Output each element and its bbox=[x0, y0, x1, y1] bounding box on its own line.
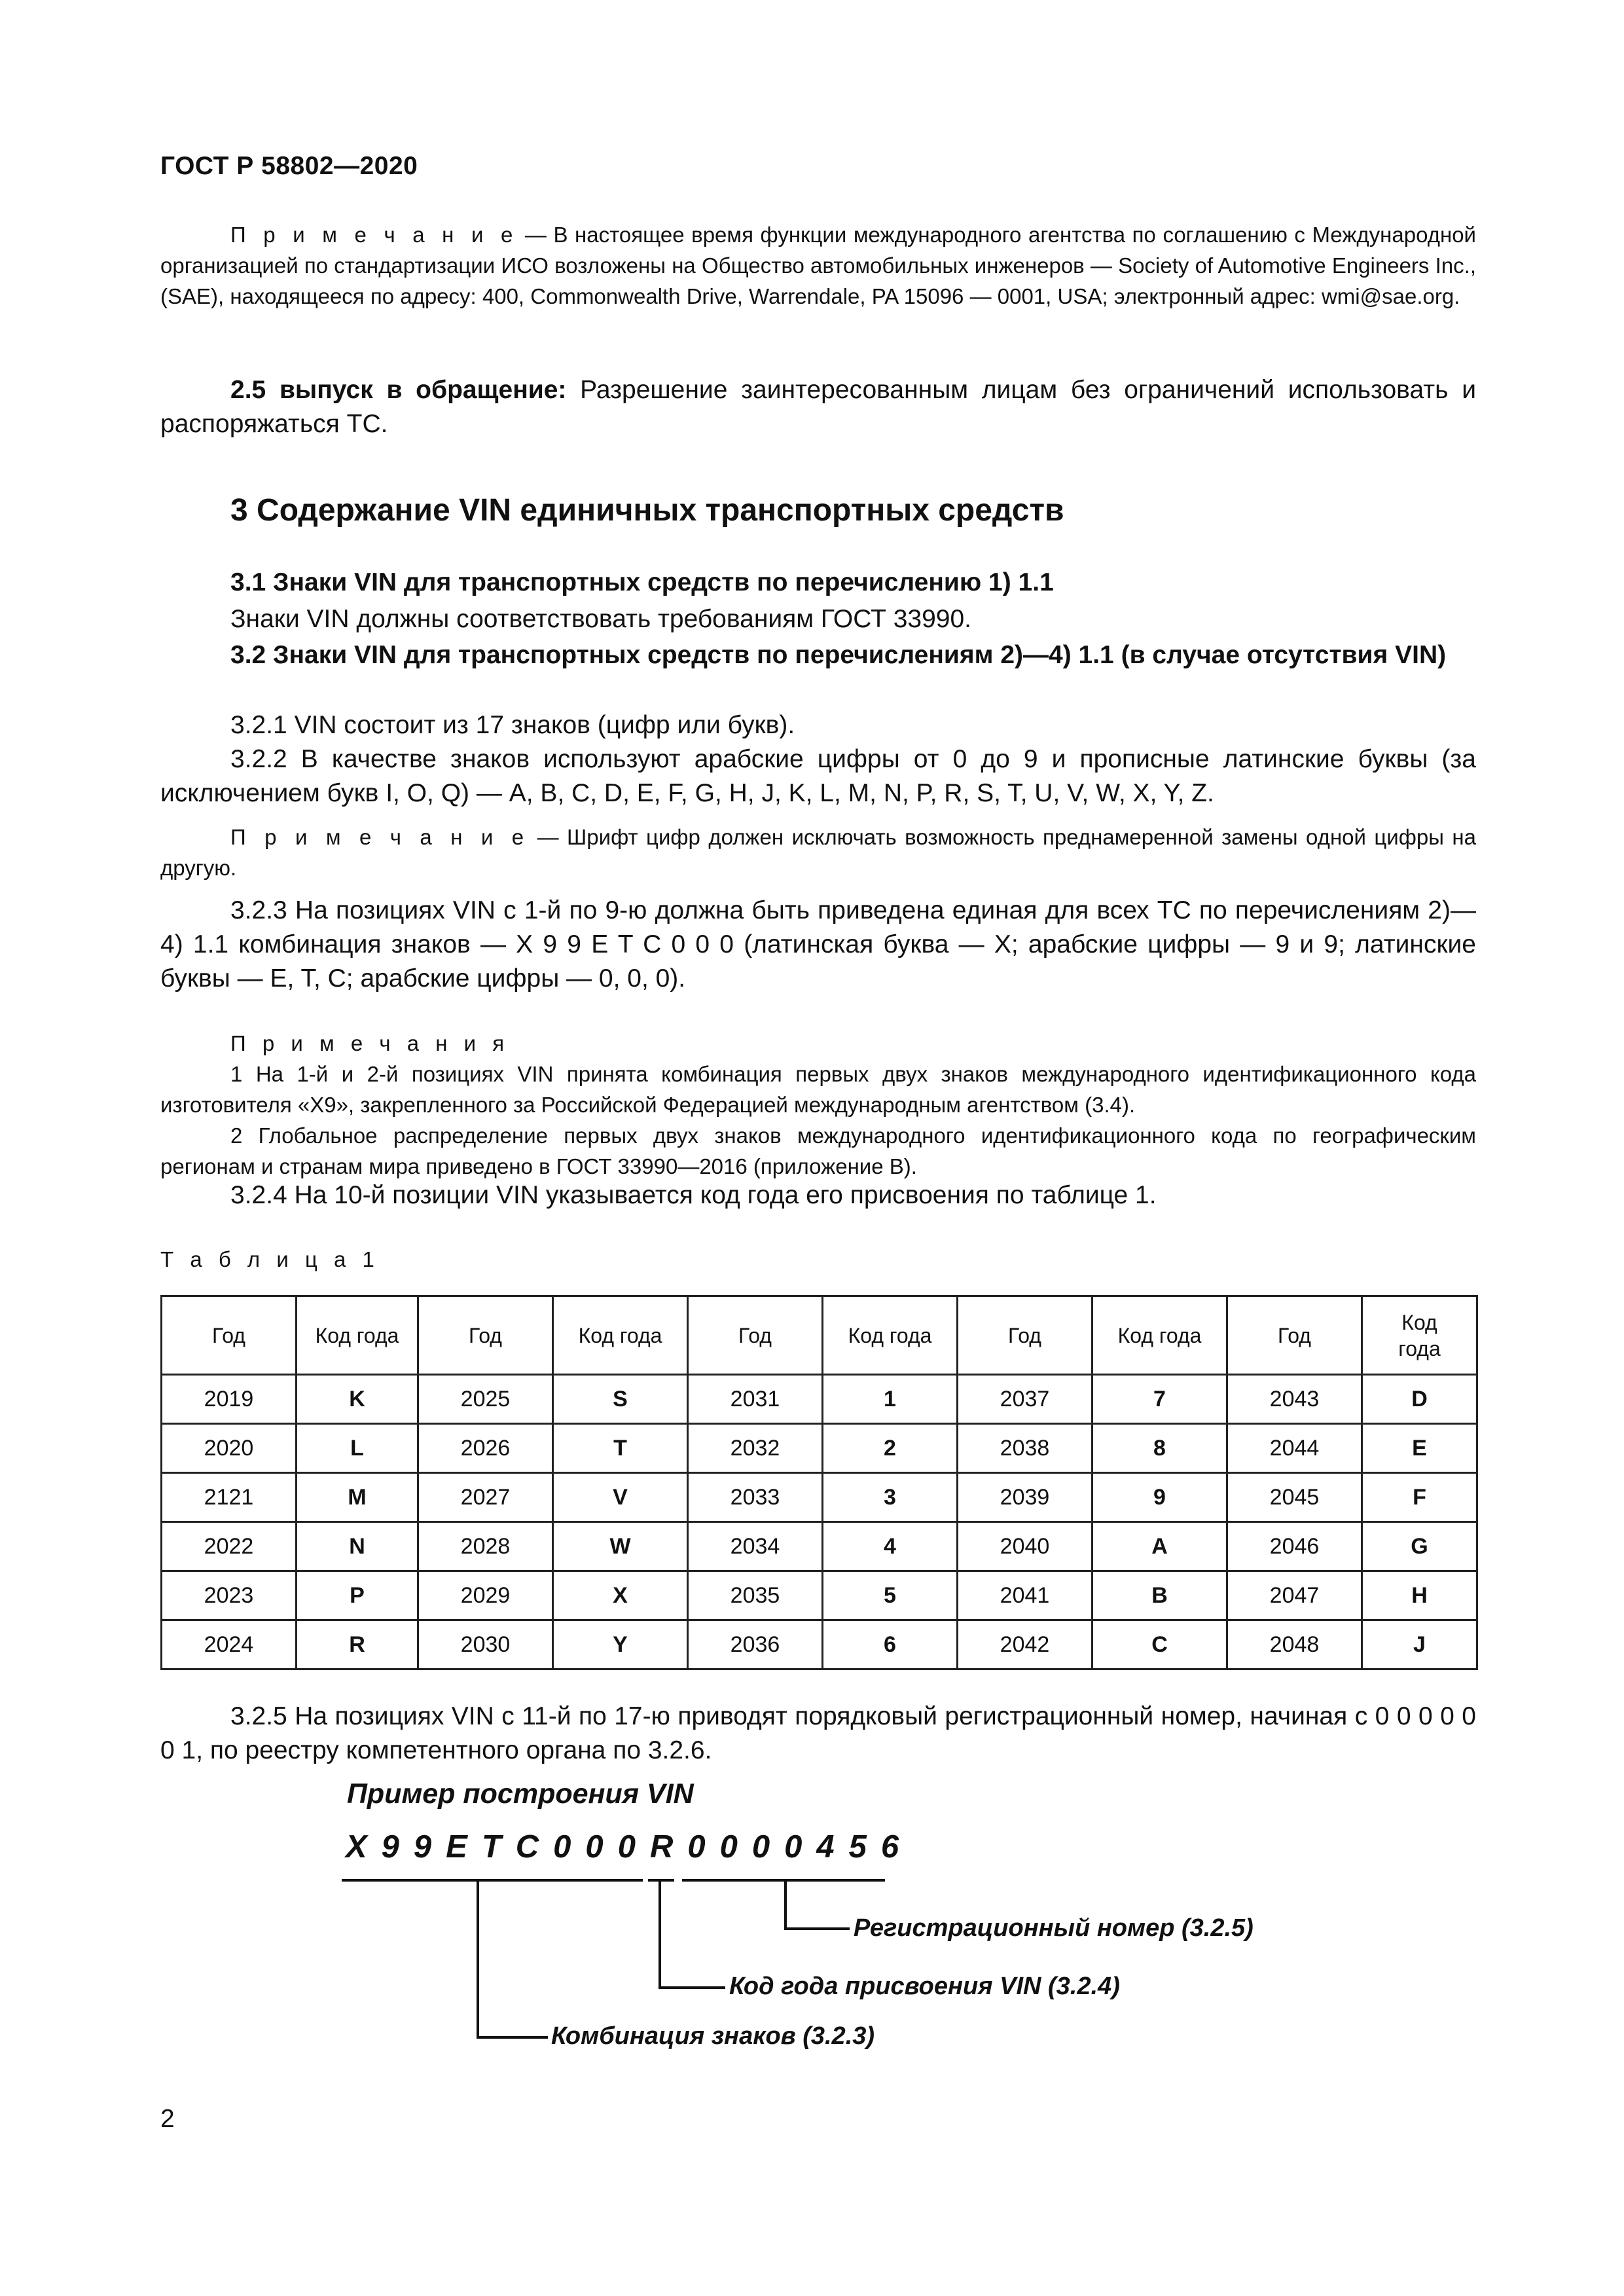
table-caption: Т а б л и ц а 1 bbox=[160, 1247, 380, 1271]
year-code-cell: 6 bbox=[823, 1620, 958, 1669]
label-registration-number: Регистрационный номер (3.2.5) bbox=[854, 1914, 1254, 1942]
year-cell: 2030 bbox=[418, 1620, 553, 1669]
header-year: Год bbox=[418, 1296, 553, 1375]
label-year-code: Код года присвоения VIN (3.2.4) bbox=[729, 1973, 1120, 2000]
year-cell: 2036 bbox=[688, 1620, 823, 1669]
year-code-cell: 3 bbox=[823, 1473, 958, 1522]
header-year: Год bbox=[1227, 1296, 1362, 1375]
year-cell: 2044 bbox=[1227, 1424, 1362, 1473]
year-cell: 2038 bbox=[958, 1424, 1092, 1473]
year-cell: 2028 bbox=[418, 1522, 553, 1571]
note-item-1: 1 На 1-й и 2-й позициях VIN принята комбинация первых двух знаков международного идентификационного кода изготовителя «X9», закрепленного за Российской Федерацией международным агентством (3.4). bbox=[160, 1062, 1476, 1117]
header-year-code: Код года bbox=[823, 1296, 958, 1375]
note-text: — В настоящее время функции международного агентства по соглашению с Международной организацией по стандартизации ИСО возложены на Общество автомобильных инженеров — Society of Automotive Engineers Inc., (SAE), находящееся по адресу: 400, Commonwealth Drive, Warrendale, PA 15096 — 0001, USA; электронный адрес: wmi@sae.org. bbox=[160, 223, 1476, 308]
table-row bbox=[162, 1522, 1477, 1571]
document-header: ГОСТ Р 58802—2020 bbox=[160, 152, 418, 180]
year-cell: 2023 bbox=[162, 1571, 297, 1620]
header-year: Год bbox=[162, 1296, 297, 1375]
header-year-code: Код года bbox=[1092, 1296, 1227, 1375]
year-cell: 2022 bbox=[162, 1522, 297, 1571]
note-sae bbox=[160, 219, 1476, 312]
year-code-cell: 9 bbox=[1092, 1473, 1227, 1522]
table-row bbox=[162, 1571, 1477, 1620]
header-year-code: Код года bbox=[1362, 1296, 1477, 1375]
clause-3-2-3: 3.2.3 На позициях VIN с 1-й по 9-ю должна быть приведена единая для всех ТС по перечислениям 2)—4) 1.1 комбинация знаков — X 9 9 E T C 0 0 0 (латинская буква — X; арабские цифры — 9 и 9; латинские буквы — E, T, C; арабские цифры — 0, 0, 0). bbox=[160, 896, 1476, 993]
year-code-cell: D bbox=[1362, 1375, 1477, 1424]
year-code-cell: N bbox=[297, 1522, 418, 1571]
table-row bbox=[162, 1375, 1477, 1424]
clause-3-2-5: 3.2.5 На позициях VIN с 11-й по 17-ю приводят порядковый регистрационный номер, начиная с 0 0 0 0 0 0 1, по реестру компетентного органа по 3.2.6. bbox=[160, 1702, 1476, 1764]
clause-3-2-title: 3.2 Знаки VIN для транспортных средств по перечислениям 2)—4) 1.1 (в случае отсутствия VIN) bbox=[230, 641, 1447, 669]
year-cell: 2019 bbox=[162, 1375, 297, 1424]
year-cell: 2029 bbox=[418, 1571, 553, 1620]
year-cell: 2032 bbox=[688, 1424, 823, 1473]
year-code-cell: A bbox=[1092, 1522, 1227, 1571]
table-row bbox=[162, 1473, 1477, 1522]
clause-3-2-1: 3.2.1 VIN состоит из 17 знаков (цифр или букв). bbox=[230, 711, 795, 739]
year-cell: 2035 bbox=[688, 1571, 823, 1620]
year-cell: 2024 bbox=[162, 1620, 297, 1669]
year-cell: 2034 bbox=[688, 1522, 823, 1571]
year-cell: 2045 bbox=[1227, 1473, 1362, 1522]
note-text: — Шрифт цифр должен исключать возможность преднамеренной замены одной цифры на другую. bbox=[160, 825, 1476, 880]
year-cell: 2033 bbox=[688, 1473, 823, 1522]
year-code-cell: Y bbox=[553, 1620, 688, 1669]
year-code-cell: X bbox=[553, 1571, 688, 1620]
table-row bbox=[162, 1620, 1477, 1669]
year-code-cell: E bbox=[1362, 1424, 1477, 1473]
year-cell: 2047 bbox=[1227, 1571, 1362, 1620]
year-code-cell: M bbox=[297, 1473, 418, 1522]
year-code-cell: T bbox=[553, 1424, 688, 1473]
year-code-cell: B bbox=[1092, 1571, 1227, 1620]
clause-3-1-title: 3.1 Знаки VIN для транспортных средств по перечислению 1) 1.1 bbox=[230, 568, 1054, 596]
year-cell: 2037 bbox=[958, 1375, 1092, 1424]
year-code-cell: F bbox=[1362, 1473, 1477, 1522]
year-code-cell: 7 bbox=[1092, 1375, 1227, 1424]
table-header-row bbox=[162, 1296, 1477, 1375]
year-code-cell: G bbox=[1362, 1522, 1477, 1571]
year-code-cell: J bbox=[1362, 1620, 1477, 1669]
clause-3-1-text: Знаки VIN должны соответствовать требованиям ГОСТ 33990. bbox=[230, 605, 972, 633]
note-item-2: 2 Глобальное распределение первых двух знаков международного идентификационного кода по географическим регионам и странам мира приведено в ГОСТ 33990—2016 (приложение В). bbox=[160, 1123, 1476, 1178]
year-code-cell: 4 bbox=[823, 1522, 958, 1571]
year-code-cell: 2 bbox=[823, 1424, 958, 1473]
year-code-cell: 1 bbox=[823, 1375, 958, 1424]
label-combination: Комбинация знаков (3.2.3) bbox=[551, 2022, 875, 2050]
year-code-cell: C bbox=[1092, 1620, 1227, 1669]
year-code-cell: V bbox=[553, 1473, 688, 1522]
year-code-table bbox=[160, 1295, 1478, 1670]
leader-year-code bbox=[660, 1880, 725, 1988]
year-cell: 2048 bbox=[1227, 1620, 1362, 1669]
year-cell: 2027 bbox=[418, 1473, 553, 1522]
year-code-cell: R bbox=[297, 1620, 418, 1669]
header-year-code: Код года bbox=[297, 1296, 418, 1375]
clause-3-2-4: 3.2.4 На 10-й позиции VIN указывается код года его присвоения по таблице 1. bbox=[230, 1181, 1157, 1209]
year-code-cell: S bbox=[553, 1375, 688, 1424]
year-code-cell: W bbox=[553, 1522, 688, 1571]
year-cell: 2026 bbox=[418, 1424, 553, 1473]
leader-combination bbox=[478, 1880, 548, 2037]
page-number: 2 bbox=[160, 2105, 175, 2133]
clause-3-2-2: 3.2.2 В качестве знаков используют арабские цифры от 0 до 9 и прописные латинские буквы (за исключением букв I, O, Q) — A, B, C, D, E, F, G, H, J, K, L, M, N, P, R, S, T, U, V, W, X, Y, Z. bbox=[160, 745, 1476, 807]
year-code-cell: 8 bbox=[1092, 1424, 1227, 1473]
year-code-cell: H bbox=[1362, 1571, 1477, 1620]
year-cell: 2031 bbox=[688, 1375, 823, 1424]
header-year: Год bbox=[688, 1296, 823, 1375]
year-cell: 2046 bbox=[1227, 1522, 1362, 1571]
year-code-cell: L bbox=[297, 1424, 418, 1473]
leader-registration bbox=[785, 1880, 850, 1929]
year-cell: 2040 bbox=[958, 1522, 1092, 1571]
header-year-code: Код года bbox=[553, 1296, 688, 1375]
year-cell: 2025 bbox=[418, 1375, 553, 1424]
vin-example-code: X99ETC000R0000456 bbox=[346, 1829, 914, 1865]
definition-2-5 bbox=[160, 373, 1476, 441]
definition-term: 2.5 выпуск в обращение: bbox=[230, 376, 567, 404]
year-cell: 2039 bbox=[958, 1473, 1092, 1522]
table-row bbox=[162, 1424, 1477, 1473]
year-cell: 2043 bbox=[1227, 1375, 1362, 1424]
note-label: П р и м е ч а н и е bbox=[230, 223, 518, 247]
year-cell: 2041 bbox=[958, 1571, 1092, 1620]
section-3-title: 3 Содержание VIN единичных транспортных средств bbox=[230, 493, 1064, 528]
vin-example-title: Пример построения VIN bbox=[347, 1778, 694, 1810]
header-year: Год bbox=[958, 1296, 1092, 1375]
notes-label: П р и м е ч а н и я bbox=[230, 1031, 510, 1055]
year-code-cell: P bbox=[297, 1571, 418, 1620]
year-code-cell: K bbox=[297, 1375, 418, 1424]
note-label: П р и м е ч а н и е bbox=[230, 825, 530, 849]
definition-text: Разрешение заинтересованным лицам без ограничений использовать и распоряжаться ТС. bbox=[160, 376, 1476, 438]
note-font bbox=[160, 822, 1476, 883]
year-cell: 2020 bbox=[162, 1424, 297, 1473]
year-code-cell: 5 bbox=[823, 1571, 958, 1620]
year-cell: 2042 bbox=[958, 1620, 1092, 1669]
year-cell: 2121 bbox=[162, 1473, 297, 1522]
